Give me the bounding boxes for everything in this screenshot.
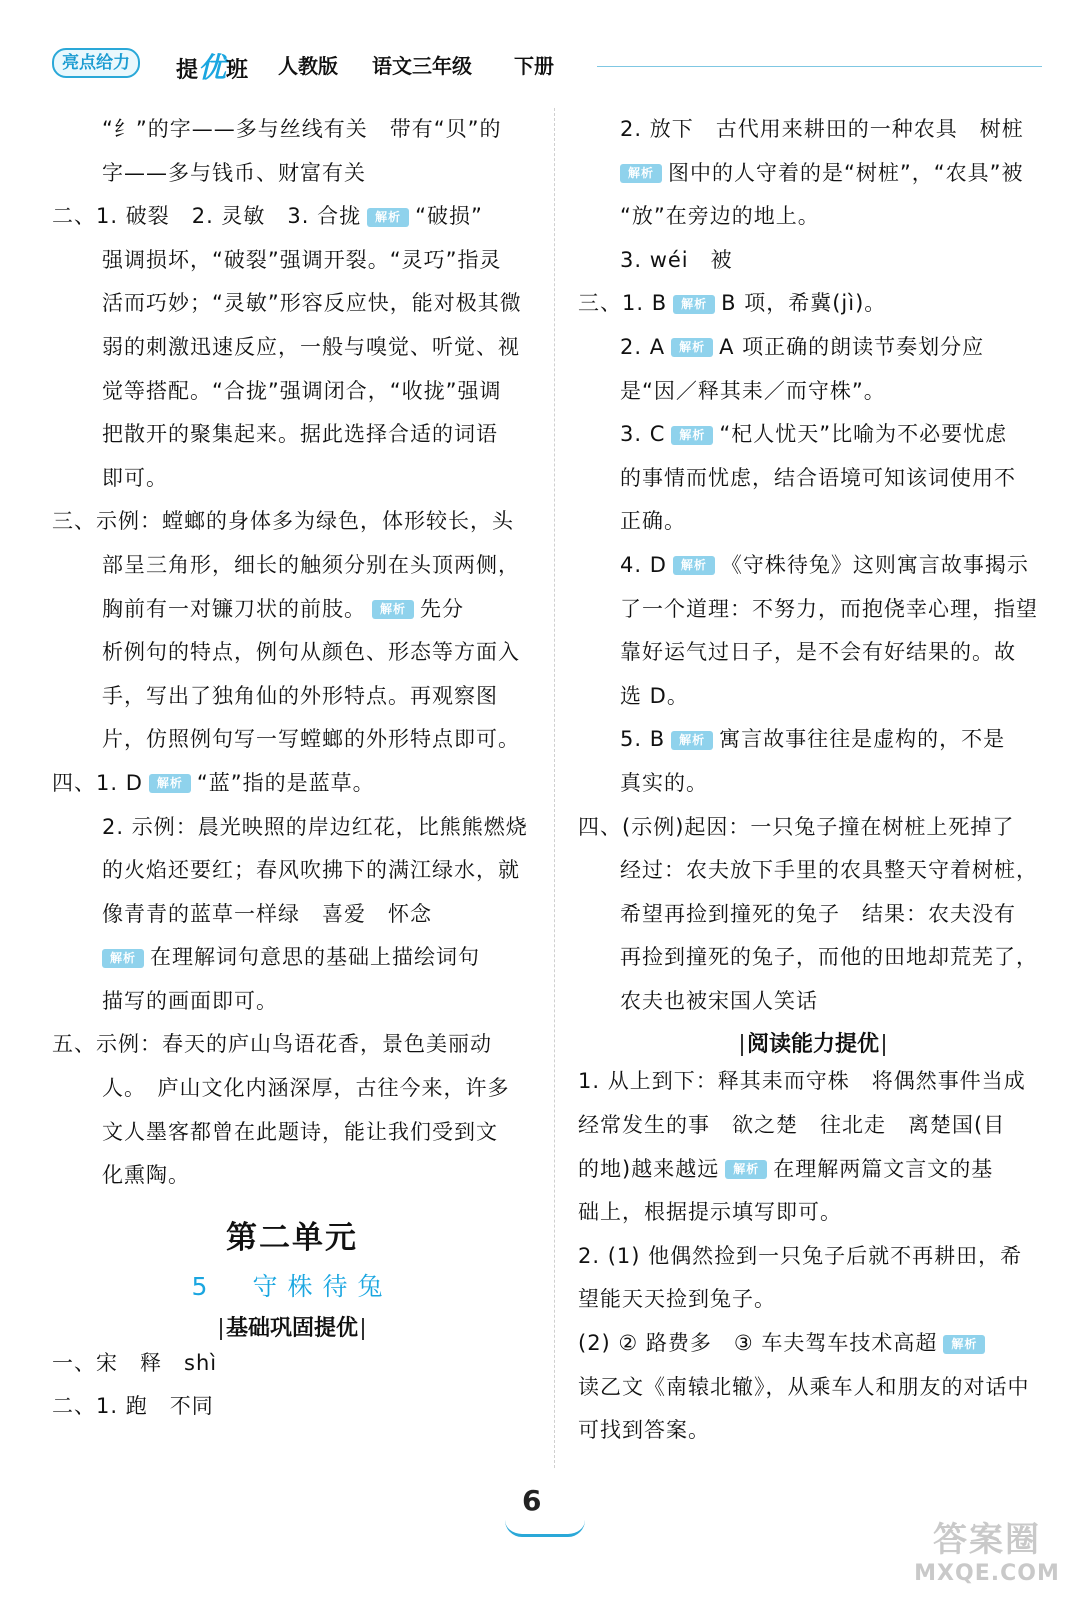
analysis-tag: 解析 — [367, 208, 409, 227]
answer-line: “纟”的字——多与丝线有关 带有“贝”的 — [102, 117, 502, 141]
series-highlight: 优 — [198, 51, 227, 84]
answer-line: 描写的画面即可。 — [102, 988, 278, 1013]
answer-line — [578, 544, 1048, 588]
answer-line: 片，仿照例句写一写螳螂的外形特点即可。 — [102, 727, 520, 752]
answer-line — [52, 762, 532, 806]
answer-line: “放”在旁边的地上。 — [620, 204, 820, 229]
header-rule — [597, 66, 1042, 67]
answer-line — [52, 936, 532, 980]
answer-text: 三、1. B — [578, 291, 668, 316]
right-column — [578, 108, 1048, 1453]
answer-text: (2) ② 路费多 ③ 车夫驾车技术高超 — [578, 1331, 938, 1356]
answer-text: 5. B — [620, 727, 666, 752]
series-prefix: 提 — [176, 58, 199, 83]
answer-line: 文人墨客都曾在此题诗，能让我们受到文 — [102, 1119, 498, 1144]
page-number-swoosh — [505, 1520, 585, 1537]
analysis-text: 寓言故事往往是虚构的，不是 — [719, 727, 1006, 752]
answer-line: 3. wéi 被 — [620, 247, 733, 272]
analysis-text: 图中的人守着的是“树桩”，“农具”被 — [668, 160, 1024, 185]
answer-line: 础上，根据提示填写即可。 — [578, 1200, 842, 1225]
section-title-text: 基础巩固提优 — [225, 1315, 358, 1341]
answer-line: 希望再捡到撞死的兔子 结果：农夫没有 — [620, 901, 1016, 926]
analysis-tag: 解析 — [725, 1160, 767, 1179]
answer-text: 4. D — [620, 552, 667, 577]
volume-label: 下册 — [514, 54, 554, 78]
answer-line: 的火焰还要红；春风吹拂下的满江绿水，就 — [102, 858, 520, 883]
title-bar-left — [220, 1318, 222, 1340]
answer-line — [578, 282, 1048, 326]
series-suffix: 班 — [226, 58, 249, 83]
answer-line: 选 D。 — [620, 683, 689, 708]
answer-line — [578, 1322, 1048, 1366]
analysis-text: B 项，希冀(jì)。 — [721, 291, 887, 316]
answer-line: 望能天天捡到兔子。 — [578, 1287, 776, 1312]
answer-text: 3. C — [620, 422, 666, 447]
answer-text: 2. A — [620, 334, 666, 359]
analysis-text: “蓝”指的是蓝草。 — [196, 770, 375, 795]
analysis-tag: 解析 — [671, 426, 713, 445]
answer-line: 2. (1) 他偶然捡到一只兔子后就不再耕田，希 — [578, 1243, 1023, 1268]
answer-line: 把散开的聚集起来。据此选择合适的词语 — [102, 422, 498, 447]
watermark-logo: 答案圈 — [933, 1520, 1041, 1560]
analysis-tag: 解析 — [149, 774, 191, 793]
page-header — [52, 44, 1042, 84]
answer-text: 二、1. 破裂 2. 灵敏 3. 合拢 — [52, 204, 362, 229]
answer-line — [52, 195, 532, 239]
answer-line — [578, 413, 1048, 457]
edition-label: 人教版 — [278, 54, 338, 78]
analysis-text: “杞人忧天”比喻为不必要忧虑 — [719, 422, 1008, 447]
answer-line: 2. 示例：晨光映照的岸边红花，比熊熊燃烧 — [102, 814, 528, 839]
analysis-text: 先分 — [420, 596, 464, 621]
answer-line: 农夫也被宋国人笑话 — [620, 988, 818, 1013]
title-bar-right — [883, 1034, 885, 1056]
brand-badge: 亮点给力 — [52, 48, 140, 78]
answer-line: 的事情而忧虑，结合语境可知该词使用不 — [620, 465, 1016, 490]
answer-line: 了一个道理：不努力，而抱侥幸心理，指望 — [620, 596, 1038, 621]
analysis-tag: 解析 — [620, 164, 662, 183]
analysis-tag: 解析 — [671, 338, 713, 357]
answer-line: 像青青的蓝草一样绿 喜爱 怀念 — [102, 901, 432, 926]
analysis-tag: 解析 — [372, 600, 414, 619]
unit-title: 第二单元 — [226, 1219, 358, 1256]
answer-text: 四、1. D — [52, 770, 143, 795]
analysis-tag: 解析 — [673, 295, 715, 314]
answer-line: 化熏陶。 — [102, 1163, 190, 1188]
answer-line: 字——多与钱币、财富有关 — [102, 160, 366, 185]
answer-text: 胸前有一对镰刀状的前肢。 — [102, 596, 366, 621]
analysis-tag: 解析 — [102, 949, 144, 968]
answer-line — [52, 588, 532, 632]
answer-line: 二、1. 跑 不同 — [52, 1394, 214, 1419]
answer-line: 弱的刺激迅速反应，一般与嗅觉、听觉、视 — [102, 334, 520, 359]
answer-line: 四、(示例)起因：一只兔子撞在树桩上死掉了 — [578, 814, 1015, 839]
answer-line: 手，写出了独角仙的外形特点。再观察图 — [102, 683, 498, 708]
answer-line: 人。 庐山文化内涵深厚，古往今来，许多 — [102, 1076, 510, 1101]
section-title — [578, 1027, 1048, 1058]
answer-line: 活而巧妙；“灵敏”形容反应快，能对极其微 — [102, 291, 522, 316]
watermark — [912, 1512, 1062, 1586]
answer-line: 真实的。 — [620, 770, 708, 795]
answer-line: 部呈三角形，细长的触须分别在头顶两侧， — [102, 552, 520, 577]
analysis-text: 在理解词句意思的基础上描绘词句 — [150, 945, 480, 970]
analysis-text: “破损” — [415, 204, 483, 229]
analysis-tag: 解析 — [673, 556, 715, 575]
answer-text: 的地)越来越远 — [578, 1156, 720, 1181]
answer-line: 2. 放下 古代用来耕田的一种农具 树桩 — [620, 117, 1024, 141]
analysis-tag: 解析 — [943, 1335, 985, 1354]
answer-line — [578, 718, 1048, 762]
answer-line: 析例句的特点，例句从颜色、形态等方面入 — [102, 640, 520, 665]
answer-line: 强调损坏，“破裂”强调开裂。“灵巧”指灵 — [102, 247, 502, 272]
series-title — [176, 46, 248, 86]
section-title — [52, 1311, 532, 1342]
watermark-url: MXQE.COM — [914, 1561, 1060, 1586]
analysis-text: A 项正确的朗读节奏划分应 — [719, 334, 985, 359]
answer-line: 1. 从上到下：释其耒而守株 将偶然事件当成 — [578, 1069, 1026, 1094]
column-divider — [554, 108, 555, 1468]
answer-line: 是“因／释其耒／而守株”。 — [620, 378, 886, 403]
section-title-text: 阅读能力提优 — [746, 1032, 879, 1058]
lesson-title: 5 守株待兔 — [191, 1271, 393, 1301]
answer-line: 靠好运气过日子，是不会有好结果的。故 — [620, 640, 1016, 665]
answer-line: 一、宋 释 shì — [52, 1350, 218, 1375]
answer-line: 经常发生的事 欲之楚 往北走 离楚国(目 — [578, 1113, 1006, 1138]
answer-line: 经过：农夫放下手里的农具整天守着树桩， — [620, 858, 1038, 883]
answer-line: 可找到答案。 — [578, 1418, 710, 1443]
answer-line: 再捡到撞死的兔子，而他的田地却荒芜了， — [620, 945, 1038, 970]
analysis-text: 《守株待兔》这则寓言故事揭示 — [720, 552, 1029, 577]
page-number: 6 — [522, 1484, 542, 1517]
answer-line: 觉等搭配。“合拢”强调闭合，“收拢”强调 — [102, 378, 502, 403]
answer-line: 读乙文《南辕北辙》，从乘车人和朋友的对话中 — [578, 1374, 1030, 1399]
answer-line: 五、示例：春天的庐山鸟语花香，景色美丽动 — [52, 1032, 492, 1057]
analysis-tag: 解析 — [671, 731, 713, 750]
answer-line: 正确。 — [620, 509, 686, 534]
answer-line: 三、示例：螳螂的身体多为绿色，体形较长，头 — [52, 509, 514, 534]
answer-line — [578, 1148, 1048, 1192]
answer-line: 即可。 — [102, 465, 168, 490]
title-bar-left — [741, 1034, 743, 1056]
answer-line — [578, 152, 1048, 196]
title-bar-right — [362, 1318, 364, 1340]
analysis-text: 在理解两篇文言文的基 — [773, 1156, 994, 1181]
answer-line — [578, 326, 1048, 370]
subject-grade-label: 语文三年级 — [372, 54, 472, 78]
left-column — [52, 108, 532, 1429]
